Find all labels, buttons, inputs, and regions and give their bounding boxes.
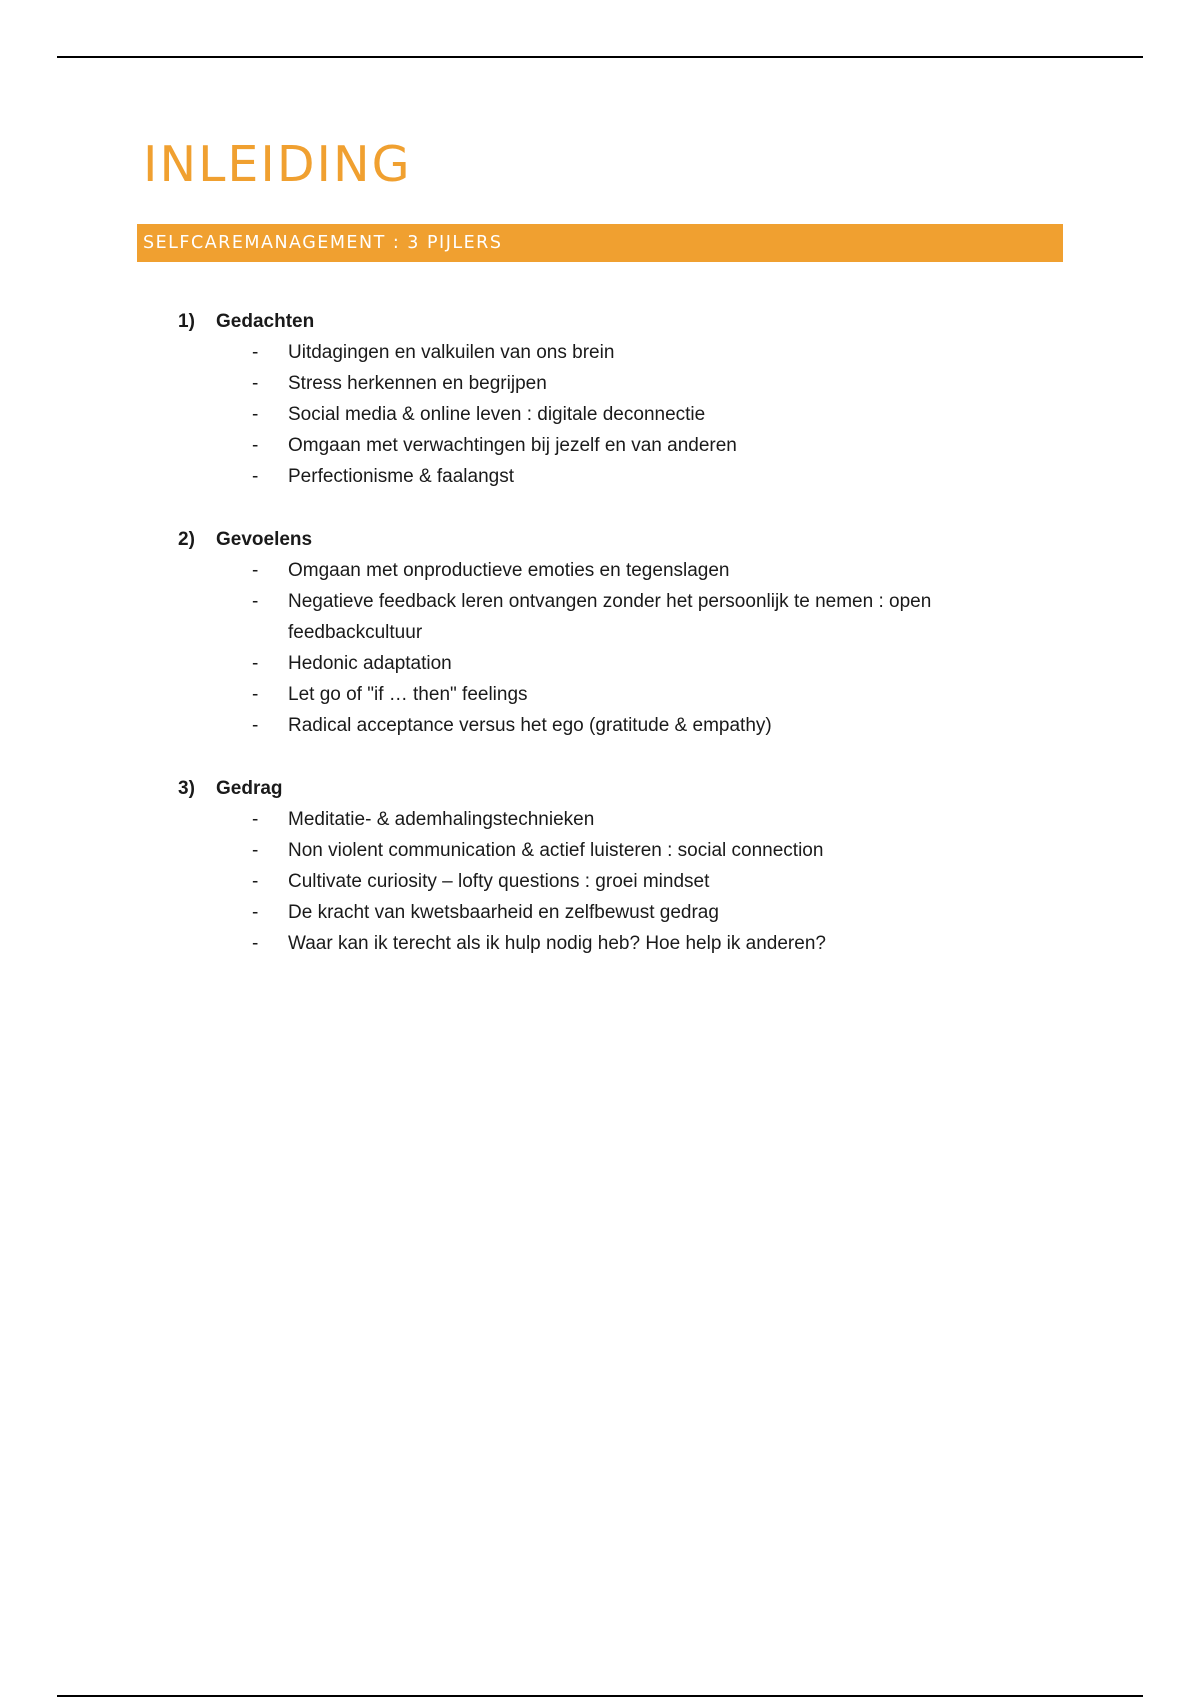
bullet-list bbox=[178, 555, 1078, 741]
header-rule bbox=[57, 56, 1143, 58]
list-item-text: Let go of "if … then" feelings bbox=[288, 684, 528, 705]
bullet-dash-icon: - bbox=[252, 840, 259, 861]
bullet-list bbox=[178, 337, 1078, 492]
list-item bbox=[178, 835, 1078, 866]
list-item-text: Meditatie- & ademhalingstechnieken bbox=[288, 809, 595, 830]
list-item-text: Waar kan ik terecht als ik hulp nodig heb? Hoe help ik anderen? bbox=[288, 933, 826, 954]
list-item bbox=[178, 710, 1078, 741]
list-item-text: De kracht van kwetsbaarheid en zelfbewust gedrag bbox=[288, 902, 719, 923]
bullet-dash-icon: - bbox=[252, 466, 259, 487]
bullet-dash-icon: - bbox=[252, 902, 259, 923]
list-item bbox=[178, 368, 1078, 399]
section-gevoelens bbox=[178, 524, 1078, 741]
page-title: INLEIDING bbox=[143, 136, 412, 193]
bullet-dash-icon: - bbox=[252, 373, 259, 394]
list-item-text: Stress herkennen en begrijpen bbox=[288, 373, 547, 394]
section-gedrag bbox=[178, 773, 1078, 959]
section-number: 1) bbox=[178, 311, 195, 332]
list-item bbox=[178, 866, 1078, 897]
section-heading bbox=[178, 306, 1078, 337]
list-item-text: Uitdagingen en valkuilen van ons brein bbox=[288, 342, 615, 363]
section-heading bbox=[178, 524, 1078, 555]
section-title: Gevoelens bbox=[216, 529, 313, 550]
footer-rule bbox=[57, 1695, 1143, 1697]
bullet-dash-icon: - bbox=[252, 342, 259, 363]
bullet-dash-icon: - bbox=[252, 715, 259, 736]
list-item bbox=[178, 399, 1078, 430]
section-gedachten bbox=[178, 306, 1078, 492]
list-item bbox=[178, 586, 1078, 648]
list-item-text: Radical acceptance versus het ego (gratitude & empathy) bbox=[288, 715, 772, 736]
list-item-text: Cultivate curiosity – lofty questions : groei mindset bbox=[288, 871, 710, 892]
section-title: Gedrag bbox=[216, 778, 283, 799]
list-item-text: Non violent communication & actief luisteren : social connection bbox=[288, 840, 824, 861]
list-item bbox=[178, 648, 1078, 679]
bullet-dash-icon: - bbox=[252, 653, 259, 674]
list-item bbox=[178, 804, 1078, 835]
bullet-dash-icon: - bbox=[252, 404, 259, 425]
list-item-text: Hedonic adaptation bbox=[288, 653, 452, 674]
section-heading bbox=[178, 773, 1078, 804]
list-item bbox=[178, 679, 1078, 710]
bullet-dash-icon: - bbox=[252, 435, 259, 456]
bullet-dash-icon: - bbox=[252, 560, 259, 581]
list-item-text: Perfectionisme & faalangst bbox=[288, 466, 515, 487]
bullet-dash-icon: - bbox=[252, 684, 259, 705]
section-banner bbox=[137, 224, 1063, 262]
section-number: 3) bbox=[178, 778, 195, 799]
list-item-text: Social media & online leven : digitale deconnectie bbox=[288, 404, 706, 425]
list-item-text: Omgaan met onproductieve emoties en tegenslagen bbox=[288, 560, 730, 581]
section-title: Gedachten bbox=[216, 311, 315, 332]
document-body bbox=[178, 306, 1078, 991]
list-item bbox=[178, 555, 1078, 586]
list-item bbox=[178, 430, 1078, 461]
bullet-dash-icon: - bbox=[252, 933, 259, 954]
list-item bbox=[178, 928, 1078, 959]
bullet-dash-icon: - bbox=[252, 591, 259, 612]
section-number: 2) bbox=[178, 529, 195, 550]
list-item-text: Negatieve feedback leren ontvangen zonder het persoonlijk te nemen : open feedbackcultuur bbox=[288, 591, 932, 643]
bullet-dash-icon: - bbox=[252, 809, 259, 830]
bullet-list bbox=[178, 804, 1078, 959]
list-item bbox=[178, 337, 1078, 368]
banner-text: SELFCAREMANAGEMENT : 3 PIJLERS bbox=[143, 233, 503, 253]
list-item bbox=[178, 461, 1078, 492]
list-item bbox=[178, 897, 1078, 928]
list-item-text: Omgaan met verwachtingen bij jezelf en van anderen bbox=[288, 435, 737, 456]
bullet-dash-icon: - bbox=[252, 871, 259, 892]
